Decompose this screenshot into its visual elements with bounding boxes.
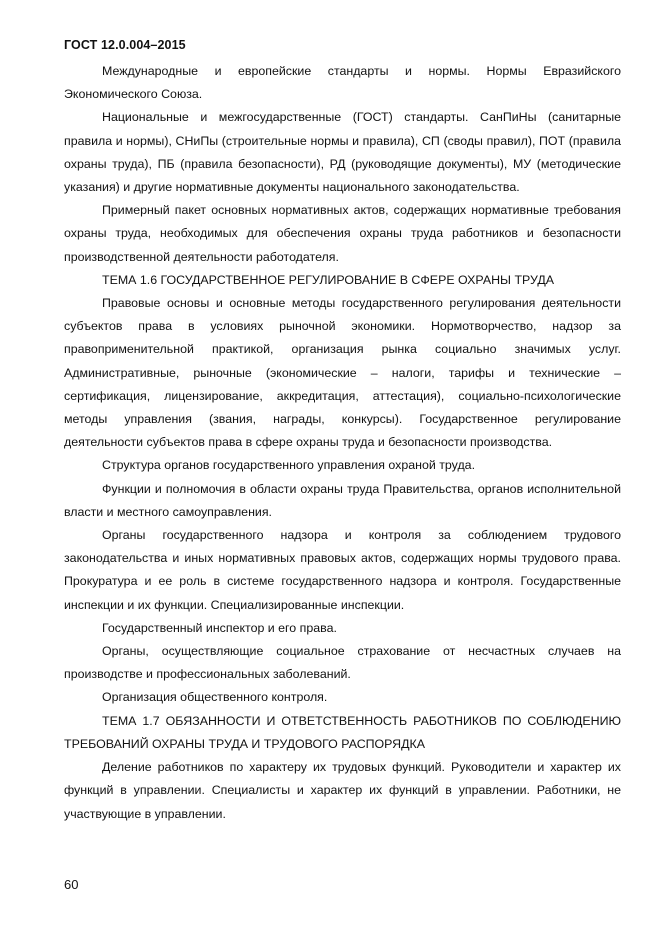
document-body (64, 60, 621, 826)
paragraph-worker-division: Деление работников по характеру их трудовых функций. Руководители и характер их функций в управлении. Специалисты и характер их функций в управлении. Работники, не участвующие в управлении. (64, 760, 621, 821)
page-number: 60 (64, 877, 79, 892)
paragraph-supervision-bodies: Органы государственного надзора и контроля за соблюдением трудового законодательства и иных нормативных правовых актов, содержащих нормы трудового права. Прокуратура и ее роль в системе государственного надзора и контроля. Государственные инспекции и их функции. Специализированные инспекции. (64, 528, 621, 612)
paragraph-functions-powers: Функции и полномочия в области охраны труда Правительства, органов исполнительной власти и местного самоуправления. (64, 481, 621, 519)
paragraph-state-inspector: Государственный инспектор и его права. (102, 620, 337, 635)
paragraph-legal-basis: Правовые основы и основные методы государственного регулирования деятельности субъектов права в условиях рыночной экономики. Нормотворчество, надзор за правоприменительной практикой, организация рынка социально значимых услуг. Административные, рыночные (экономические – налоги, тарифы и технические – сертификация, лицензирование, аккредитация, аттестация), социально-психологические методы управления (звания, награды, конкурсы). Государственное регулирование деятельности субъектов права в сфере охраны труда и безопасности производства. (64, 296, 621, 450)
paragraph-normative-package: Примерный пакет основных нормативных актов, содержащих нормативные требования охраны труда, необходимых для обеспечения охраны труда работников и безопасности производственной деятельности работодателя. (64, 203, 621, 264)
section-heading-1-6: ТЕМА 1.6 ГОСУДАРСТВЕННОЕ РЕГУЛИРОВАНИЕ В СФЕРЕ ОХРАНЫ ТРУДА (102, 272, 554, 287)
paragraph-public-control: Организация общественного контроля. (102, 690, 328, 705)
paragraph-national-standards: Национальные и межгосударственные (ГОСТ) стандарты. СанПиНы (санитарные правила и нормы), СНиПы (строительные нормы и правила), СП (своды правил), ПОТ (правила охраны труда), ПБ (правила безопасности), РД (руководящие документы), МУ (методические указания) и другие нормативные документы национального законодательства. (64, 110, 621, 195)
standard-header: ГОСТ 12.0.004–2015 (64, 38, 186, 52)
paragraph-social-insurance: Органы, осуществляющие социальное страхование от несчастных случаев на производстве и профессиональных заболеваний. (64, 644, 621, 682)
paragraph-governance-structure: Структура органов государственного управления охраной труда. (102, 458, 476, 473)
paragraph-international-standards: Международные и европейские стандарты и нормы. Нормы Евразийского Экономического Союза. (64, 64, 621, 102)
section-heading-1-7: ТЕМА 1.7 ОБЯЗАННОСТИ И ОТВЕТСТВЕННОСТЬ РАБОТНИКОВ ПО СОБЛЮДЕНИЮ ТРЕБОВАНИЙ ОХРАНЫ ТРУДА И ТРУДОВОГО РАСПОРЯДКА (64, 713, 621, 751)
